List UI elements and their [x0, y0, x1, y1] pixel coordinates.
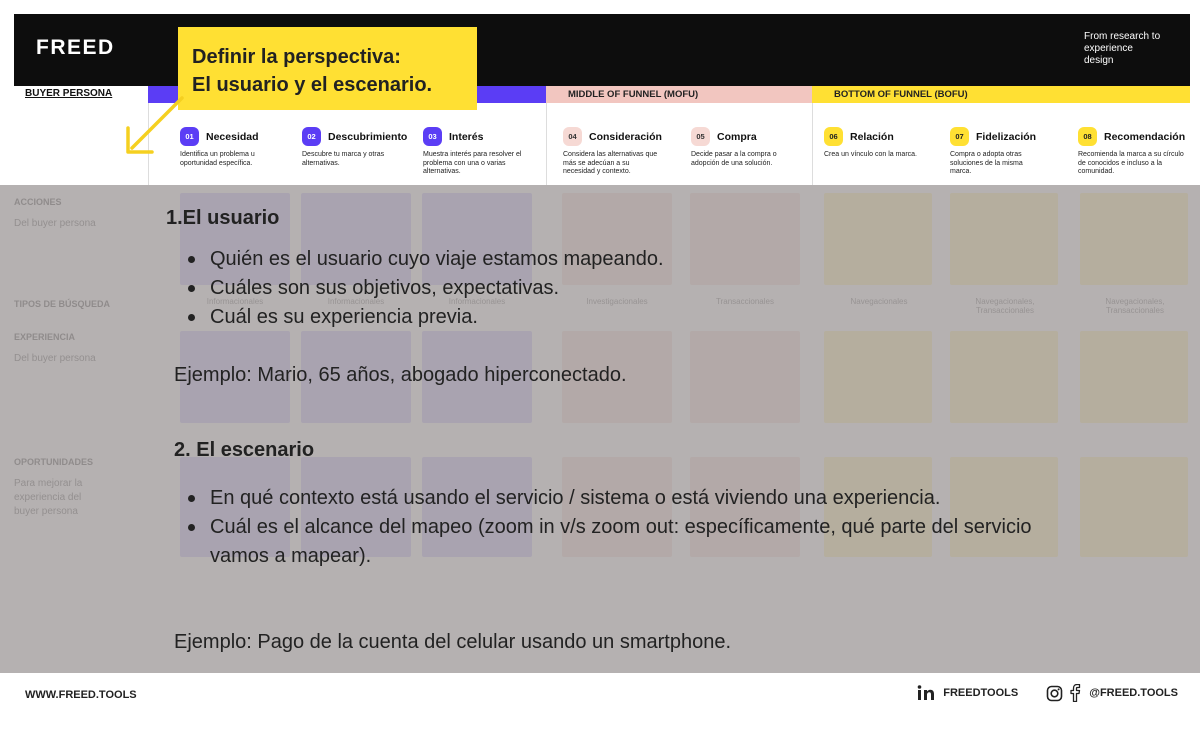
stage-description: Decide pasar a la compra o adopción de una solución.	[691, 151, 777, 167]
stage-number-badge: 06	[824, 127, 843, 146]
list-item	[188, 484, 1038, 513]
stage-description: Considera las alternativas que más se adecúan a su necesidad y contexto.	[563, 151, 658, 175]
freed-logo[interactable]: FREED	[36, 36, 115, 59]
bullet-text: En qué contexto está usando el servicio / sistema o está viviendo una experiencia.	[210, 487, 941, 509]
stage-description: Descubre tu marca y otras alternativas.	[302, 151, 385, 167]
social-links	[917, 684, 1178, 702]
bullet-icon	[188, 285, 195, 292]
stage-number-badge: 05	[691, 127, 710, 146]
stage-number-badge: 01	[180, 127, 199, 146]
tagline: From research to experience design	[1084, 31, 1161, 66]
instagram-icon[interactable]	[1046, 685, 1063, 702]
callout-line: Definir la perspectiva:	[192, 46, 401, 68]
stage-title: Relación	[850, 130, 894, 143]
list-item	[188, 303, 1008, 332]
section-title-usuario: 1.El usuario	[166, 207, 280, 229]
footer	[0, 673, 1200, 750]
escenario-bullet-list	[188, 484, 1038, 571]
linkedin-icon[interactable]	[917, 685, 935, 701]
stage-title: Descubrimiento	[328, 130, 408, 143]
list-item	[188, 513, 1038, 571]
stage-number-badge: 02	[302, 127, 321, 146]
stage-description: Recomienda la marca a su círculo de conocidos e incluso a la comunidad.	[1078, 151, 1184, 175]
stage-description: Crea un vínculo con la marca.	[824, 151, 917, 158]
stage-number-badge: 03	[423, 127, 442, 146]
example-usuario: Ejemplo: Mario, 65 años, abogado hiperconectado.	[174, 364, 627, 386]
buyer-persona-label: BUYER PERSONA	[25, 88, 113, 99]
bullet-text: Cuál es el alcance del mapeo (zoom in v/s zoom out: específicamente, qué parte del servicio vamos a mapear).	[210, 516, 1032, 567]
stage-title: Recomendación	[1104, 130, 1186, 143]
stage-description: Muestra interés para resolver el problema con una o varias alternativas.	[423, 151, 522, 175]
callout-line: El usuario y el escenario.	[192, 74, 433, 96]
bullet-icon	[188, 256, 195, 263]
bullet-text: Cuáles son sus objetivos, expectativas.	[210, 277, 560, 299]
social-handle[interactable]: @FREED.TOOLS	[1089, 687, 1178, 699]
stage-title: Compra	[717, 130, 757, 143]
linkedin-handle[interactable]: FREEDTOOLS	[943, 687, 1019, 699]
bottom-of-funnel-bar: BOTTOM OF FUNNEL (BOFU)	[812, 86, 1190, 103]
website-link[interactable]: WWW.FREED.TOOLS	[25, 689, 137, 701]
bullet-text: Cuál es su experiencia previa.	[210, 306, 478, 328]
stage-title: Fidelización	[976, 130, 1037, 143]
perspective-callout	[178, 27, 477, 110]
stage-number-badge: 07	[950, 127, 969, 146]
bullet-text: Quién es el usuario cuyo viaje estamos mapeando.	[210, 248, 664, 270]
bullet-icon	[188, 524, 195, 531]
stage-title: Consideración	[589, 130, 662, 143]
usuario-bullet-list	[188, 245, 1008, 332]
list-item	[188, 245, 1008, 274]
stage-description: Compra o adopta otras soluciones de la misma marca.	[950, 151, 1023, 175]
bullet-icon	[188, 314, 195, 321]
facebook-icon[interactable]	[1069, 684, 1081, 702]
stage-number-badge: 08	[1078, 127, 1097, 146]
example-escenario: Ejemplo: Pago de la cuenta del celular usando un smartphone.	[174, 631, 732, 653]
arrow-icon	[120, 94, 190, 160]
middle-of-funnel-bar: MIDDLE OF FUNNEL (MOFU)	[546, 86, 812, 103]
section-title-escenario: 2. El escenario	[174, 439, 315, 461]
stage-number-badge: 04	[563, 127, 582, 146]
stage-title: Necesidad	[206, 130, 259, 143]
stage-description: Identifica un problema u oportunidad específica.	[180, 151, 255, 167]
stage-title: Interés	[449, 130, 484, 143]
bullet-icon	[188, 495, 195, 502]
funnel-stages	[148, 103, 1190, 185]
list-item	[188, 274, 1008, 303]
